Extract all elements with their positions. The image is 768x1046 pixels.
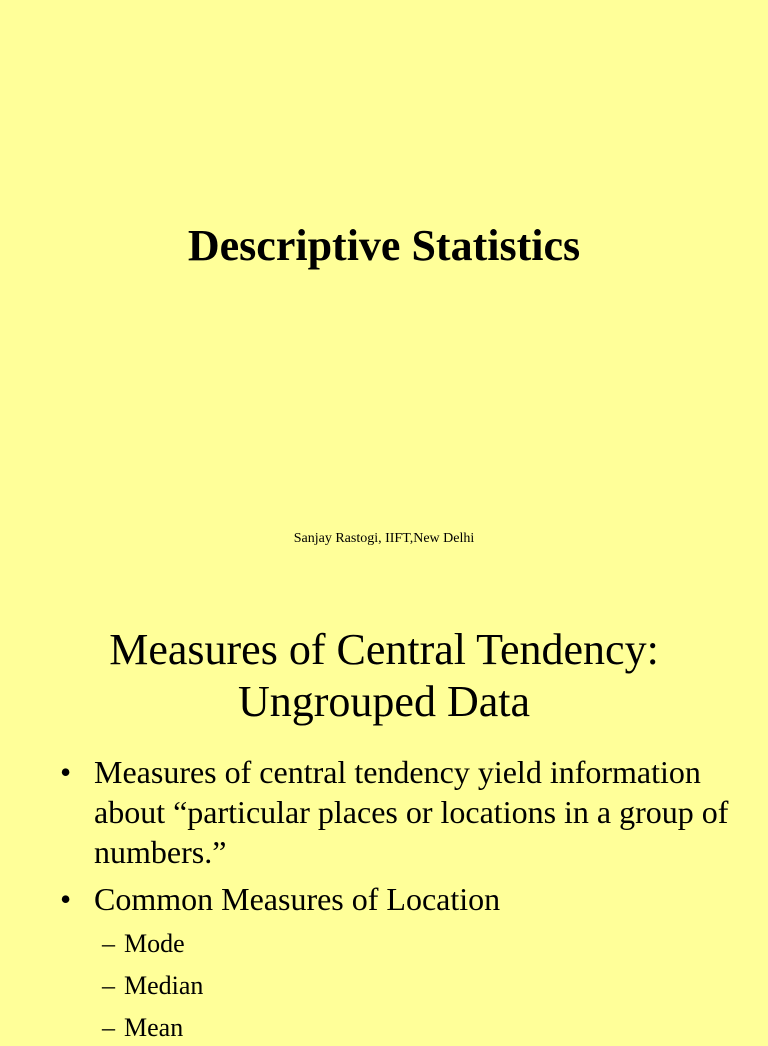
slide-title: Descriptive Statistics [187, 221, 581, 270]
sub-bullet-item [102, 926, 750, 962]
dash-mark: – [102, 971, 115, 1000]
dash-mark: – [102, 1013, 115, 1042]
sub-bullet-text: Median [124, 971, 204, 1000]
bullet-mark: • [60, 881, 72, 917]
bullet-list [60, 752, 750, 1046]
content-slide [0, 576, 768, 1042]
slide-title-line-2: Ungrouped Data [237, 677, 530, 726]
bullet-text: Measures of central tendency yield information about “particular places or locations in a group of numbers.” [94, 754, 729, 870]
slide-title [0, 624, 768, 728]
bullet-item [60, 879, 750, 919]
bullet-item [60, 752, 750, 872]
sub-bullet-text: Mode [124, 929, 185, 958]
slide-title-line-1: Measures of Central Tendency: [109, 625, 659, 674]
sub-bullet-item [102, 968, 750, 1004]
slide-footer: Sanjay Rastogi, IIFT,New Delhi [293, 531, 475, 546]
bullet-mark: • [60, 754, 72, 790]
bullet-text: Common Measures of Location [94, 881, 501, 917]
dash-mark: – [102, 929, 115, 958]
sub-bullet-item [102, 1010, 750, 1046]
sub-bullet-text: Mean [124, 1013, 184, 1042]
